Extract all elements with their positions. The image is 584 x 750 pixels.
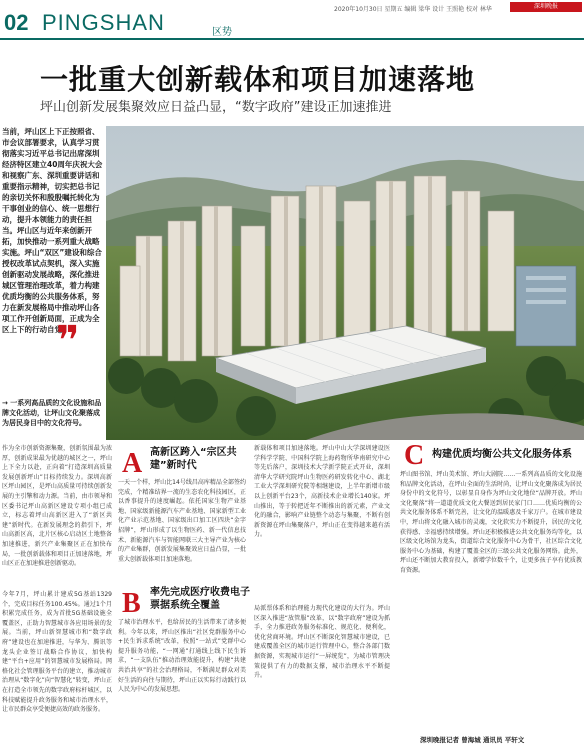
- section-b-title: 率先完成医疗收费电子票据系统全覆盖: [150, 587, 250, 611]
- page-number: 02: [4, 10, 29, 35]
- lead-paragraph: 当前，坪山区上下正按照省、市会议部署要求，认真学习贯彻落实习近平总书记出席深圳经济特区建立40周年庆祝大会和视察广东、深圳重要讲话和重要指示精神，切实把总书记的亲切关怀和殷殷嘱托转化为干事创业的信心、统一思想行动，提升本领能力的责任担当。坪山区与近年来创新开拓，加快推动一系列重大战略实施。坪山“双区”建设和综合授权改革试点契机，深入实施创新驱动发展战略，深化推进城区管理治理改革，着力构建优质均衡的公共服务体系，努力在新发展格局中推动坪山各项工作开创新局面，正成为全区上下的行动自觉。: [2, 127, 103, 334]
- column-1b-text: 今年7月，坪山累计建成5G基站1329个，完成目标任务100.45%。通过1个月积累完成任务，成为首批5G基础设施全覆盖区，正助力智慧城市各应用场景的发展。当前，坪山新智慧城市和“数字政府”建设也在加速推进，与华为、腾讯等龙头企业签订战略合作协议，加快构建“平台+应用”的智慧城市发展格局。网格化社会管理服务平台的建立，推动城市治理从“数字化”向“智慧化”转变，坪山正在打造全市领先的数字政府标杆城区，以科技赋能提升政务服务和城市治理水平，让市民群众享受便捷高效的政务服务。: [2, 591, 112, 714]
- column-3-text: 新载体和项目加速落地。坪山中山大学深圳建设医学科学学院、中国科学院上海药物所华南研究中心等先后落户，深圳技术大学新学院正式开业，深圳清华大学研究院坪山生物医药研发转化中心、湖北工业大学深圳研究院等相继建设，上半年新增市级以上创新平台23个，高新技术企业增长140家。坪山推出，等于转把近年不断推出的新元素，产业文化的融合，影响产业链整个动态与集聚，不断有创新资源在坪山集聚落户，坪山正在变得越来越有活力。: [254, 445, 390, 539]
- aerial-city-photo: [106, 126, 584, 440]
- subheadline: 坪山创新发展集聚效应日益凸显，“数字政府”建设正加速推进: [40, 100, 392, 115]
- quote-mark-icon: ❞: [56, 318, 80, 364]
- section-b-letter: B: [122, 588, 141, 619]
- section-c-letter: C: [404, 440, 425, 471]
- headline: 一批重大创新载体和项目加速落地: [40, 63, 476, 96]
- column-3b-text: 局派票体系和治理能力现代化建设的大行为。坪山区深入推进“放管服”改革，以“数字政府”建设为抓手，全力推进政务服务标准化、规范化、便利化，优化营商环境。坪山区不断深化智慧城市建设，已建成覆盖全区的城市运行管理中心，整合各部门数据资源，实现城市运行“一屏统览”，为城市管理决策提供了有力的数据支撑，城市治理水平不断提升。: [254, 605, 390, 680]
- section-subtitle: 区势: [212, 27, 232, 38]
- section-c-title: 构建优质均衡公共文化服务体系: [432, 449, 572, 460]
- newspaper-logo: 深圳晚报: [510, 2, 582, 12]
- section-b-text: 了城市治理水平，也给居民的生活带来了诸多便利。今年以来，坪山区推出“社区党群服务中心+民生诉求系统”改革，按照“一站式”党群中心提升服务功能，“一网通”打通线上线下民生诉求，“一支队伍”推动治理效能提升，构建“共建共治共享”的社会治理格局，不断满足群众对美好生活的向往与期待，坪山正以实际行动践行以人民为中心的发展思想。: [118, 619, 246, 694]
- section-c-text: 坪山图书馆、坪山美术馆、坪山大剧院……一系列高品质的文化设施和品牌文化活动，在坪山全面的生活时尚，让坪山文化聚落成为居民身份中的文化符号，以彰显自身作为坪山文化地位“品牌开放。坪山文化聚落”将一道道优质文化大餐送到居民家门口……优质均衡的公共文化服务体系不断完善，让文化的温暖惠及千家万户。在城市建设中，坪山将文化融入城市的灵魂，文化软实力不断提升，居民的文化获得感、幸福感持续增强。坪山还积极推进公共文化服务均等化，以区级文化场馆为龙头，街道综合文化服务中心为骨干，社区综合文化服务中心为基础，构建了覆盖全区的三级公共文化服务网络。此外，坪山还不断加大教育投入，新增学位数千个，让更多孩子享有优质教育资源。: [400, 471, 582, 574]
- byline: 深圳晚报记者 曾海城 通讯员 平轩文: [420, 736, 525, 744]
- column-1-text: 作为全市创新资源集聚，创新氛围最为浓厚，创新成果最为优越的城区之一，坪山上下全力以赴，正向着“打造深圳高质量发展创新坪山”目标持续发力。深圳高新区坪山园区，是坪山高质量可持续创新发展的主引擎和动力源。当前，由市领导和区委书记坪山高新区建设专项小组已成立，标志着坪山高新区进入了“新区共建”新时代。在新发展理念的指引下，坪山高新区高，北片区核心启动区土地整备加速推进，新兴产业集聚区正在加快布局，一批创新载体和项目正加速落地，坪山区正在加速推进创新驱动。: [2, 445, 112, 568]
- header-rule: [0, 38, 584, 40]
- photo-caption: → 一系列高品质的文化设施和品牌文化活动，让坪山文化聚落成为居民身目中的文化符号。: [2, 399, 102, 427]
- section-a-text: 一天一个样，坪山比14号线昌高库精品全部签约完成，个精准结界一流的生态农化科技园区，正以香事提升的速度崛起。依托国家生物产业基地、国家级新能源汽车产业基地、国家新型工业化产业示范基地、国家级出口加工区四块“金字招牌”，坪山形成了以生物医药、新一代信息技术、新能源汽车与智能网联三大主导产业为核心的产业集群，创新发展集聚效应日益凸显，一批重大创新载体项目加速落地。: [118, 479, 246, 563]
- issue-meta: 2020年10月30日 星期五 编辑 梁华 设计 王照艳 校对 林华: [334, 6, 492, 13]
- section-title: PINGSHAN: [42, 10, 165, 35]
- section-a-title: 高新区跨入“宗区共建”新时代: [150, 447, 237, 471]
- section-a-letter: A: [122, 448, 143, 479]
